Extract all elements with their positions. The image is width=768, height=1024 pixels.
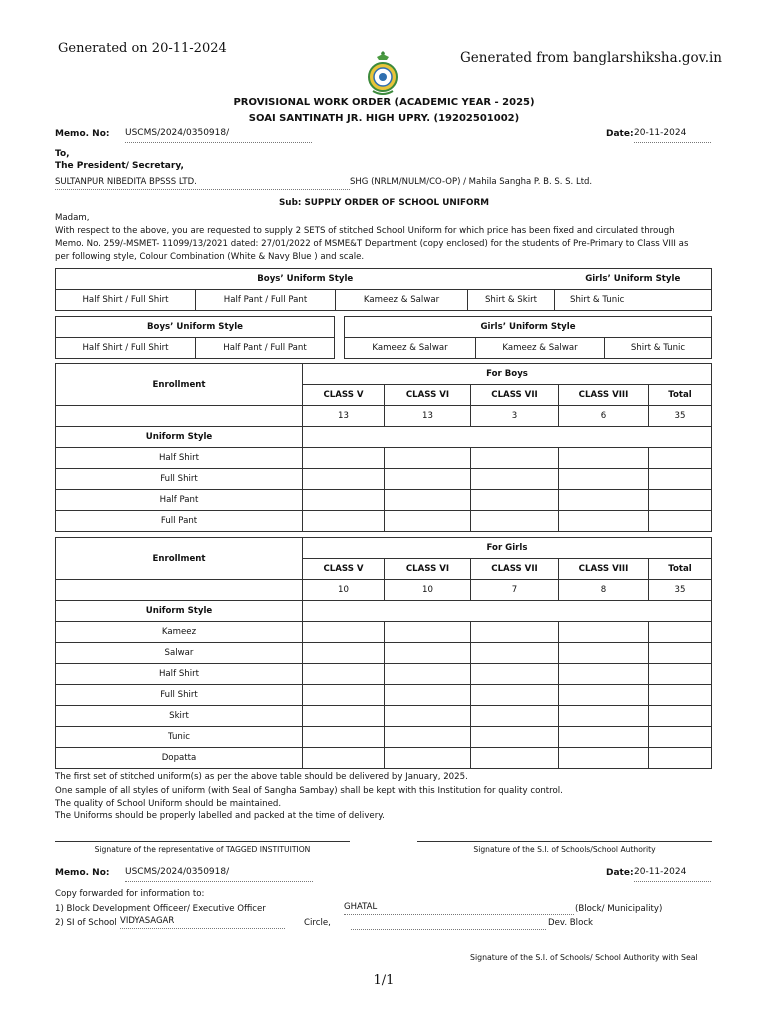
girls-enrollment-table xyxy=(55,537,712,769)
table-row xyxy=(56,448,712,469)
class-header: CLASS V xyxy=(303,385,385,406)
boys-enrollment-table xyxy=(55,363,712,532)
item-label: Half Shirt xyxy=(56,448,303,469)
count-cell: 35 xyxy=(649,580,712,601)
final-signature-label: Signature of the S.I. of Schools/ School Authority with Seal xyxy=(470,953,698,962)
memo-label: Memo. No: xyxy=(55,129,110,139)
class-header: CLASS VI xyxy=(385,559,471,580)
empty-cell xyxy=(56,580,303,601)
boys-style-table-2 xyxy=(55,316,335,359)
girls-style-header-2: Girls’ Uniform Style xyxy=(345,317,712,338)
copy-forwarded-intro: Copy forwarded for information to: xyxy=(55,889,205,899)
school-name: SOAI SANTINATH JR. HIGH UPRY. (19202501002) xyxy=(248,113,520,124)
table-row xyxy=(56,664,712,685)
table-row xyxy=(56,622,712,643)
class-header: CLASS V xyxy=(303,559,385,580)
forward-line-2-label: 2) SI of School xyxy=(55,918,117,928)
table-row xyxy=(56,748,712,769)
style-cell: Half Shirt / Full Shirt xyxy=(56,290,196,311)
item-label: Full Shirt xyxy=(56,469,303,490)
group-header: For Boys xyxy=(303,364,712,385)
item-label: Tunic xyxy=(56,727,303,748)
government-emblem-icon xyxy=(367,51,399,97)
style-cell: Half Pant / Full Pant xyxy=(196,338,335,359)
memo-number: USCMS/2024/0350918/ xyxy=(125,128,312,143)
class-header: Total xyxy=(649,559,712,580)
generated-from: Generated from banglarshiksha.gov.in xyxy=(460,50,723,66)
organisation-type: SHG (NRLM/NULM/CO-OP) / Mahila Sangha P. B. S. S. Ltd. xyxy=(350,177,593,187)
forward-line-1-label: 1) Block Development Officeer/ Executive Officer xyxy=(55,904,266,914)
memo-number-2: USCMS/2024/0350918/ xyxy=(125,867,313,882)
to-label: To, xyxy=(55,149,70,159)
class-header: CLASS VIII xyxy=(559,385,649,406)
body-line-2: Memo. No. 259/-MSMET- 11099/13/2021 dated: 27/01/2022 of MSME&T Department (copy enclosed) for the students of Pre-Primary to Class VIII as xyxy=(55,239,689,249)
salutation: Madam, xyxy=(55,213,90,223)
girls-style-header: Girls’ Uniform Style xyxy=(555,269,712,290)
count-cell: 3 xyxy=(471,406,559,427)
table-row xyxy=(56,511,712,532)
page-number: 1/1 xyxy=(373,973,395,988)
body-line-1: With respect to the above, you are requested to supply 2 SETS of stitched School Uniform for which price has been fixed and circulated through xyxy=(55,226,675,236)
item-label: Half Shirt xyxy=(56,664,303,685)
style-cell: Kameez & Salwar xyxy=(476,338,605,359)
count-cell: 35 xyxy=(649,406,712,427)
note-3: The quality of School Uniform should be maintained. xyxy=(55,799,282,809)
boys-style-header: Boys’ Uniform Style xyxy=(56,269,555,290)
item-label: Full Shirt xyxy=(56,685,303,706)
item-label: Skirt xyxy=(56,706,303,727)
boys-style-header-2: Boys’ Uniform Style xyxy=(56,317,335,338)
signature-left-label: Signature of the representative of TAGGED INSTITUITION xyxy=(94,845,311,854)
date-value: 20-11-2024 xyxy=(634,128,711,143)
table-row xyxy=(56,685,712,706)
table-row xyxy=(56,643,712,664)
note-1: The first set of stitched uniform(s) as per the above table should be delivered by January, 2025. xyxy=(55,772,468,782)
work-order-title: PROVISIONAL WORK ORDER (ACADEMIC YEAR - 2025) xyxy=(233,97,535,108)
uniform-style-label: Uniform Style xyxy=(56,427,303,448)
item-label: Kameez xyxy=(56,622,303,643)
style-cell: Half Pant / Full Pant xyxy=(196,290,336,311)
count-cell: 8 xyxy=(559,580,649,601)
style-cell: Shirt & Tunic xyxy=(555,290,712,311)
date-label: Date: xyxy=(606,129,634,139)
empty-cell xyxy=(56,406,303,427)
subject: Sub: SUPPLY ORDER OF SCHOOL UNIFORM xyxy=(278,198,490,208)
signature-right-label: Signature of the S.I. of Schools/School Authority xyxy=(473,845,656,854)
dev-block-field xyxy=(351,916,546,930)
note-2: One sample of all styles of uniform (with Seal of Sangha Sambay) shall be kept with this Institution for quality control. xyxy=(55,786,563,796)
girls-style-table-2 xyxy=(344,316,712,359)
item-label: Dopatta xyxy=(56,748,303,769)
table-row xyxy=(56,469,712,490)
enrollment-label: Enrollment xyxy=(56,364,303,406)
item-label: Half Pant xyxy=(56,490,303,511)
forward-line-2-circle: Circle, xyxy=(304,918,331,928)
count-cell: 7 xyxy=(471,580,559,601)
enrollment-label: Enrollment xyxy=(56,538,303,580)
signature-line-left xyxy=(55,841,350,842)
class-header: Total xyxy=(649,385,712,406)
count-cell: 10 xyxy=(385,580,471,601)
table-row xyxy=(56,727,712,748)
uniform-style-label: Uniform Style xyxy=(56,601,303,622)
count-cell: 10 xyxy=(303,580,385,601)
note-4: The Uniforms should be properly labelled and packed at the time of delivery. xyxy=(55,811,385,821)
style-cell: Kameez & Salwar xyxy=(345,338,476,359)
class-header: CLASS VI xyxy=(385,385,471,406)
count-cell: 6 xyxy=(559,406,649,427)
style-cell: Shirt & Tunic xyxy=(605,338,712,359)
style-cell: Half Shirt / Full Shirt xyxy=(56,338,196,359)
recipient-title: The President/ Secretary, xyxy=(55,161,184,171)
empty-cell xyxy=(303,601,712,622)
style-cell: Kameez & Salwar xyxy=(336,290,468,311)
memo-label-2: Memo. No: xyxy=(55,868,110,878)
style-cell: Shirt & Skirt xyxy=(468,290,555,311)
signature-line-right xyxy=(417,841,712,842)
generated-on: Generated on 20-11-2024 xyxy=(58,41,227,56)
table-row xyxy=(56,490,712,511)
count-cell: 13 xyxy=(385,406,471,427)
organisation-name: SULTANPUR NIBEDITA BPSSS LTD. xyxy=(55,177,350,190)
forward-line-1-value: GHATAL xyxy=(344,902,574,915)
uniform-style-table-1 xyxy=(55,268,712,311)
table-row xyxy=(56,706,712,727)
forward-line-2-value: VIDYASAGAR xyxy=(120,916,285,929)
class-header: CLASS VIII xyxy=(559,559,649,580)
empty-cell xyxy=(303,427,712,448)
class-header: CLASS VII xyxy=(471,385,559,406)
date-label-2: Date: xyxy=(606,868,634,878)
forward-line-2-suffix: Dev. Block xyxy=(548,918,594,928)
group-header: For Girls xyxy=(303,538,712,559)
class-header: CLASS VII xyxy=(471,559,559,580)
item-label: Salwar xyxy=(56,643,303,664)
body-line-3: per following style, Colour Combination (White & Navy Blue ) and scale. xyxy=(55,252,365,262)
forward-line-1-suffix: (Block/ Municipality) xyxy=(575,904,663,914)
item-label: Full Pant xyxy=(56,511,303,532)
date-value-2: 20-11-2024 xyxy=(634,867,711,882)
count-cell: 13 xyxy=(303,406,385,427)
